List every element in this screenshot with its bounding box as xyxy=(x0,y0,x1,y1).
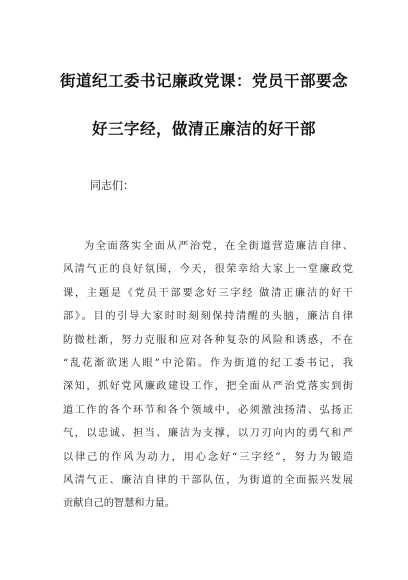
document-title-line-1: 街道纪工委书记廉政党课：党员干部要念 xyxy=(59,72,348,90)
greeting: 同志们： xyxy=(90,179,134,192)
paragraph-line: 为全面落实全面从严治党，在全街道营造廉洁自律、 xyxy=(84,241,353,252)
paragraph-line: 道工作的各个环节和各个领域中，必须激浊扬清、弘扬正 xyxy=(63,404,353,416)
paragraph-line: 贡献自己的智慧和力量。 xyxy=(63,498,176,510)
paragraph-line: 防微杜渐，努力克服和应对各种复杂的风险和诱惑，不在 xyxy=(63,334,353,346)
document-title-line-2: 好三字经，做清正廉洁的好干部 xyxy=(91,120,316,138)
paragraph-line: 部》。目的引导大家时时刻刻保持清醒的头脑，廉洁自律 xyxy=(63,311,353,323)
paragraph-line: 风清气正、廉洁自律的干部队伍，为街道的全面振兴发展 xyxy=(63,475,353,487)
body-paragraph xyxy=(63,235,353,516)
paragraph-line: 气，以忠诚、担当、廉洁为支撑，以刀刃向内的勇气和严 xyxy=(63,428,353,440)
paragraph-line: 深知，抓好党风廉政建设工作，把全面从严治党落实到街 xyxy=(63,381,353,393)
paragraph-line: 风清气正的良好氛围，今天，很荣幸给大家上一堂廉政党 xyxy=(63,264,353,276)
paragraph-line: “乱花渐欲迷人眼”中沦陷。作为街道的纪工委书记，我 xyxy=(63,358,353,370)
paragraph-line: 课，主题是《党员干部要念好三字经 做清正廉洁的好干 xyxy=(63,287,353,299)
paragraph-line: 以律己的作风为动力，用心念好“三字经”，努力为锻造 xyxy=(63,451,353,463)
